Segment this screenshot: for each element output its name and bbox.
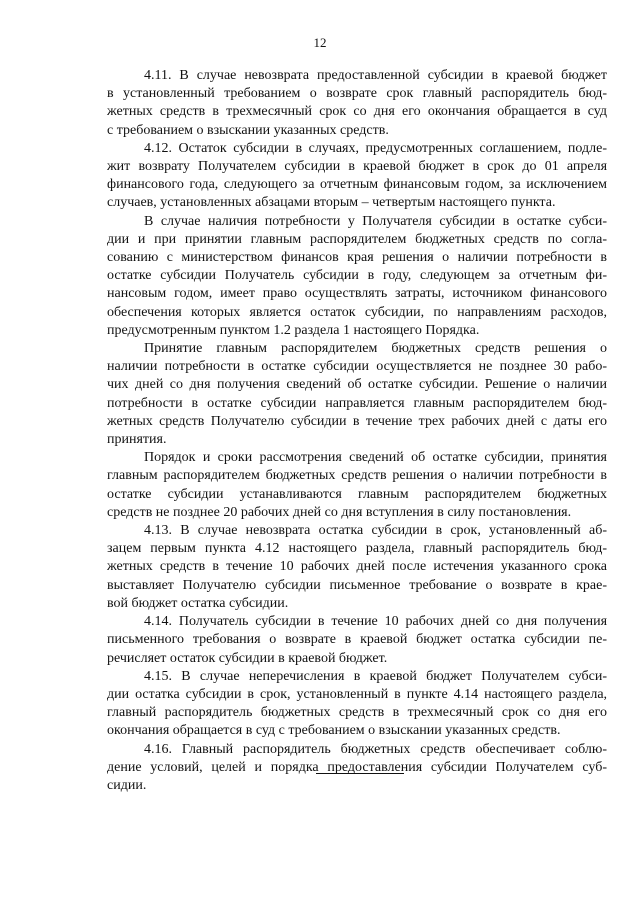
paragraph-4-11 — [107, 67, 607, 140]
text-line: речисляет остаток субсидии в краевой бюджет. — [107, 650, 388, 666]
text-line: 4.14. Получатель субсидии в течение 10 рабочих дней со дня получения — [144, 614, 608, 630]
text-line: финансового года, следующего за отчетным финансовым годом, за исключением — [107, 177, 607, 193]
paragraph-4-14 — [107, 613, 607, 668]
text-line: принятия. — [107, 432, 167, 448]
document-body — [107, 67, 607, 795]
text-line: жетных средств в течение 10 рабочих дней после истечения указанного срока — [107, 559, 607, 575]
text-line: 4.15. В случае неперечисления в краевой бюджет Получателем субси- — [144, 668, 608, 684]
text-line: остатке субсидии устанавливаются главным распорядителем бюджетных — [107, 486, 607, 502]
text-line: В случае наличия потребности у Получателя субсидии в остатке субси- — [144, 213, 607, 229]
text-line: случаев, установленных абзацами вторым – четвертым настоящего пункта. — [107, 195, 556, 211]
text-line: жетных средств в трехмесячный срок со дня его окончания обращается в суд — [107, 104, 607, 120]
text-line: дии остатка субсидии в срок, установленный в пункте 4.14 настоящего раздела, — [107, 686, 608, 702]
text-line: окончания обращается в суд с требованием о взыскании указанных средств. — [107, 723, 561, 739]
page-number: 12 — [313, 35, 327, 50]
paragraph-4-13 — [107, 522, 607, 613]
paragraph-4-12-decision-term — [107, 340, 607, 449]
text-line: 4.16. Главный распорядитель бюджетных средств обеспечивает соблю- — [144, 741, 608, 757]
text-line: письменного требования о возврате в краевой бюджет остатка субсидии пе- — [107, 632, 608, 648]
text-line: жетных средств Получателю субсидии в течение трех рабочих дней с даты его — [107, 413, 607, 429]
text-line: чих дней со дня получения сведений об остатке субсидии. Решение о наличии — [107, 377, 607, 393]
text-line: Принятие главным распорядителем бюджетных средств решения о — [144, 341, 607, 357]
paragraph-4-12-review-procedure — [107, 449, 607, 522]
text-line: сованию с министерством финансов края решения о наличии потребности в — [107, 250, 608, 266]
paragraph-4-16 — [107, 741, 607, 796]
paragraph-4-15 — [107, 668, 607, 741]
text-line: 4.11. В случае невозврата предоставленной субсидии в краевой бюджет — [144, 68, 607, 83]
text-line: средств не позднее 20 рабочих дней со дня вступления в силу постановления. — [107, 504, 572, 520]
text-line: зацем первым пункта 4.12 настоящего раздела, главный распорядитель бюд- — [107, 541, 608, 557]
end-of-text-rule — [316, 773, 404, 774]
paragraph-4-12 — [107, 140, 607, 213]
text-line: потребности в остатке субсидии направляется главным распорядителем бюд- — [107, 395, 607, 411]
text-line: в установленный требованием о возврате срок главный распорядитель бюд- — [107, 86, 608, 102]
text-line: вой бюджет остатка субсидии. — [107, 595, 289, 611]
text-line: остатке субсидии Получатель субсидии в году, следующем за отчетным фи- — [107, 268, 608, 284]
text-line: наличии потребности в остатке субсидии осуществляется не позднее 30 рабо- — [107, 359, 607, 375]
text-line: Порядок и сроки рассмотрения сведений об остатке субсидии, принятия — [144, 450, 607, 466]
text-line: жит возврату Получателем субсидии в краевой бюджет в срок до 01 апреля — [107, 159, 608, 175]
text-line: 4.12. Остаток субсидии в случаях, предусмотренных соглашением, подле- — [144, 140, 607, 156]
text-line: обеспечения которых является остаток субсидии, по направлениям расходов, — [107, 304, 608, 320]
text-line: дение условий, целей и порядка предоставления субсидии Получателем суб- — [107, 759, 608, 775]
text-line: дии и при принятии главным распорядителем бюджетных средств по согла- — [107, 231, 608, 247]
text-line: с требованием о взыскании указанных средств. — [107, 122, 389, 138]
text-line: предусмотренным пунктом 1.2 раздела 1 настоящего Порядка. — [107, 322, 480, 338]
text-line: главным распорядителем бюджетных средств решения о наличии потребности в — [107, 468, 607, 484]
text-line: нансовым годом, имеет право осуществлять затраты, источником финансового — [107, 286, 607, 302]
text-line: 4.13. В случае невозврата остатка субсидии в срок, установленный аб- — [144, 523, 607, 539]
text-line: главный распорядитель бюджетных средств в трехмесячный срок со дня его — [107, 705, 607, 721]
text-line: выставляет Получателю субсидии письменное требование о возврате в крае- — [107, 577, 607, 593]
paragraph-4-12-remaining-need — [107, 213, 607, 340]
text-line: сидии. — [107, 777, 147, 793]
